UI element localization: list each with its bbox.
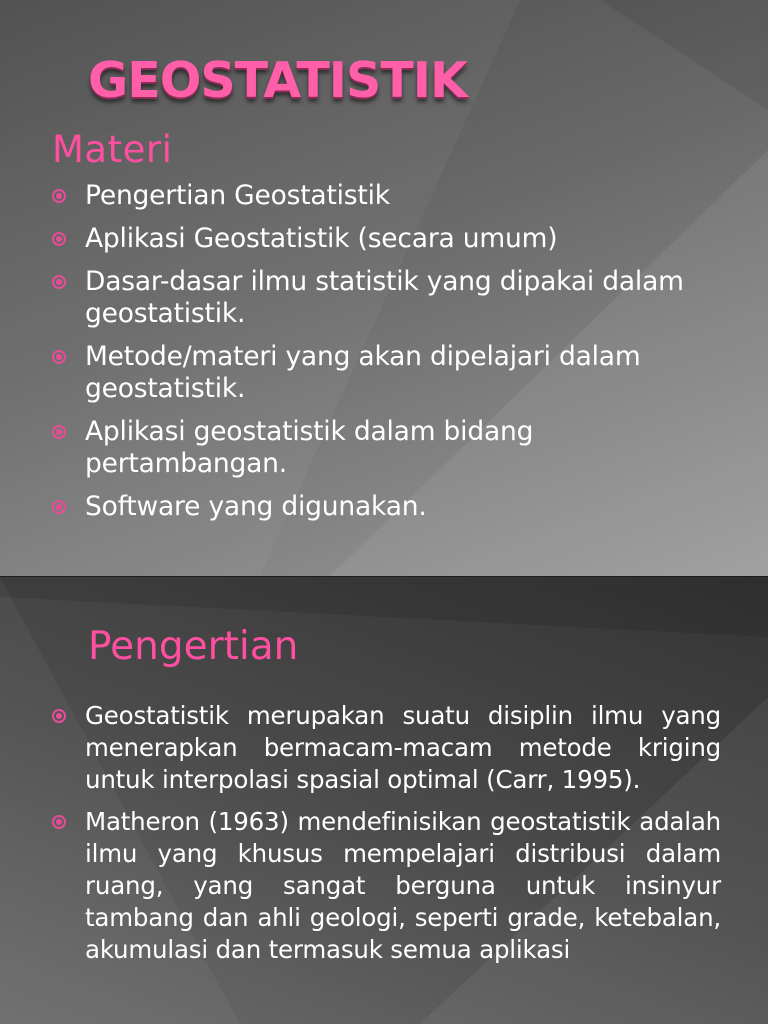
list-item [52,341,742,405]
list-item [52,700,721,796]
topic-list [52,180,742,534]
circle-dot-icon [52,500,66,514]
circle-dot-icon [52,189,66,203]
list-item-text: Aplikasi geostatistik dalam bidang pertambangan. [85,416,534,479]
list-item [52,416,742,480]
circle-dot-icon [52,425,66,439]
slide-subtitle: Materi [52,128,173,171]
slide-title: GEOSTATISTIK [88,52,467,109]
list-item-text: Dasar-dasar ilmu statistik yang dipakai dalam geostatistik. [85,266,684,329]
list-item [52,491,742,523]
circle-dot-icon [52,275,66,289]
list-item-text: Pengertian Geostatistik [85,180,390,211]
list-item-text: Matheron (1963) mendefinisikan geostatistik adalah ilmu yang khusus mempelajari distribusi dalam ruang, yang sangat berguna untuk insinyur tambang dan ahli geologi, seperti grade, ketebalan, akumulasi dan termasuk semua aplikasi [85,807,721,964]
list-item [52,266,742,330]
circle-dot-icon [52,815,66,829]
definition-list [52,700,721,976]
list-item-text: Metode/materi yang akan dipelajari dalam geostatistik. [85,341,641,404]
slide-heading: Pengertian [88,624,299,669]
list-item-text: Software yang digunakan. [85,491,427,522]
list-item-text: Aplikasi Geostatistik (secara umum) [85,223,558,254]
list-item [52,180,742,212]
list-item [52,806,721,966]
circle-dot-icon [52,709,66,723]
circle-dot-icon [52,350,66,364]
circle-dot-icon [52,232,66,246]
list-item [52,223,742,255]
list-item-text: Geostatistik merupakan suatu disiplin ilmu yang menerapkan bermacam-macam metode kriging untuk interpolasi spasial optimal (Carr, 1995). [85,701,721,794]
